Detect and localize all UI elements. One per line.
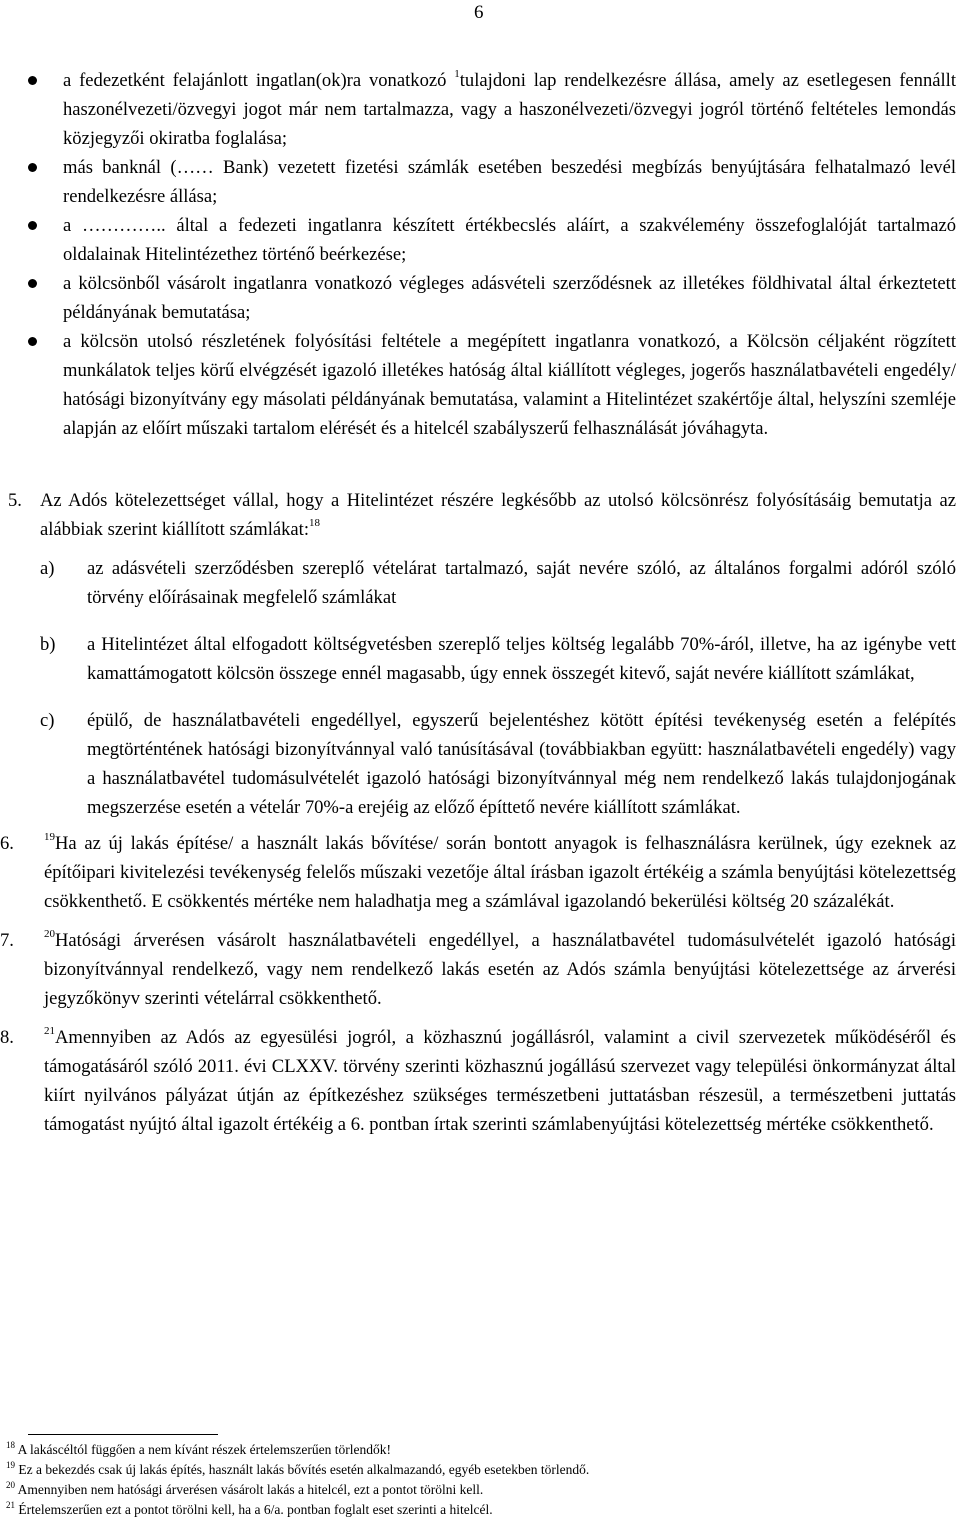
section-number: 8.: [0, 1027, 14, 1048]
superscript: 19: [44, 831, 55, 843]
item-letter: b): [40, 634, 56, 655]
section-text: Hatósági árverésen vásárolt használatbavételi engedéllyel, a használatbavétel tudomásulvételét igazoló hatósági bizonyítvánnyal rendelkező, vagy nem rendelkező lakás esetén az Adós számla benyújtási kötelezettsége az árverési jegyzőkönyv szerinti vételárral csökkenthető.: [44, 930, 956, 1009]
bullet-text: más banknál (…… Bank) vezetett fizetési számlák esetében beszedési megbízás benyújtására felhatalmazó levél rendelkezésre állása;: [63, 157, 956, 207]
section-text: Amennyiben az Adós az egyesülési jogról, a közhasznú jogállásról, valamint a civil szervezetek működéséről és támogatásáról szóló 2011. évi CLXXV. törvény szerinti közhasznú jogállású szervezet vagy települési önkormányzat által kiírt nyilvános pályázat útján az építkezéshez szükséges természetbeni juttatásban részesül, a természetbeni juttatás támogatást nyújtó által igazolt értékéig a 6. pontban írtak szerinti számlabenyújtási kötelezettség mértéke csökkenthető.: [44, 1027, 956, 1135]
footnote-number: 19: [6, 1460, 15, 1470]
item-letter: c): [40, 710, 55, 731]
footnote-divider: [28, 1434, 218, 1435]
bullet-item: [28, 66, 956, 153]
bullet-text: a kölcsönből vásárolt ingatlanra vonatkozó végleges adásvételi szerződésnek az illetékes földhivatal által érkeztetett példányának bemutatása;: [63, 273, 956, 323]
page-number: 6: [474, 2, 484, 23]
section-8: [0, 1023, 956, 1139]
bullet-text: a kölcsön utolsó részletének folyósítási feltétele a megépített ingatlanra vonatkozó, a Kölcsön céljaként rögzített munkálatok teljes körű elvégzését igazoló illetékes hatóság által kiállított végleges, jogerős használatbavételi engedély/ hatósági bizonyítvány egy másolati példányának bemutatása, valamint a Hitelintézet szakértője által, helyszíni szemléje alapján az előírt műszaki tartalom elérését és a hitelcél szabályszerű felhasználását jóváhagyta.: [63, 331, 956, 439]
footnote-text: Ez a bekezdés csak új lakás építés, használt lakás bővítés esetén alkalmazandó, egyéb esetekben törlendő.: [18, 1462, 590, 1477]
footnote-text: Értelemszerűen ezt a pontot törölni kell, ha a 6/a. pontban foglalt eset szerinti a hitelcél.: [18, 1502, 493, 1517]
item-text: a Hitelintézet által elfogadott költségvetésben szereplő teljes költség legalább 70%-áról, illetve, ha az igénybe vett kamattámogatott kölcsön összege ennél magasabb, úgy ennek összegét kitevő, saját nevére kiállított számlákat,: [87, 634, 956, 684]
footnotes: [0, 1440, 950, 1520]
item-text: épülő, de használatbavételi engedéllyel, egyszerű bejelentéshez kötött építési tevékenység esetén a felépítés megtörténtének hatósági bizonyítvánnyal való tanúsításával (továbbiakban együtt: használatbavételi engedély) vagy a használatbavétel tudomásulvételét igazoló hatósági bizonyítvánnyal még nem rendelkező lakás tulajdonjogának megszerzése esetén a vételár 70%-a erejéig az előző építtető nevére kiállított számlákat.: [87, 710, 956, 818]
footnote: [0, 1480, 950, 1500]
superscript: 18: [309, 517, 321, 529]
bullet-text: a fedezetként felajánlott ingatlan(ok)ra vonatkozó: [63, 70, 455, 91]
item-letter: a): [40, 558, 55, 579]
list-item-b: [40, 630, 956, 688]
footnote: [0, 1500, 950, 1520]
bullet-item: [28, 211, 956, 269]
bullet-icon: [28, 221, 37, 230]
item-text: az adásvételi szerződésben szereplő vételárat tartalmazó, saját nevére szóló, az általános forgalmi adóról szóló törvény előírásainak megfelelő számlákat: [87, 558, 956, 608]
list-item-a: [40, 554, 956, 612]
section-5: [8, 486, 956, 822]
section-5-text: Az Adós kötelezettséget vállal, hogy a Hitelintézet részére legkésőbb az utolsó kölcsönrész folyósításáig bemutatja az alábbiak szerint kiállított számlákat:: [40, 490, 956, 540]
bullet-icon: [28, 279, 37, 288]
section-number: 6.: [0, 833, 14, 854]
footnote-number: 18: [6, 1440, 15, 1450]
footnote: [0, 1460, 950, 1480]
superscript: 20: [44, 928, 55, 940]
bullet-item: [28, 269, 956, 327]
bullet-item: [28, 327, 956, 443]
document-body: [0, 66, 956, 1139]
footnote-text: A lakáscéltól függően a nem kívánt részek értelemszerűen törlendők!: [17, 1442, 391, 1457]
footnote: [0, 1440, 950, 1460]
section-7: [0, 926, 956, 1013]
footnote-number: 20: [6, 1480, 15, 1490]
bullet-icon: [28, 163, 37, 172]
section-number: 5.: [8, 490, 22, 511]
section-text: Ha az új lakás építése/ a használt lakás bővítése/ során bontott anyagok is felhasználásra kerülnek, úgy ezeknek az építőipari kivitelezési tevékenység felelős műszaki vezetője által írásban igazolt értékéig a számla benyújtási kötelezettség csökkenthető. E csökkentés mértéke nem haladhatja meg a számlával igazolandó bekerülési költség 20 százalékát.: [44, 833, 956, 912]
section-5-intro: [40, 486, 956, 544]
footnote-text: Amennyiben nem hatósági árverésen vásárolt lakás a hitelcél, ezt a pontot törölni kell.: [17, 1482, 484, 1497]
bullet-icon: [28, 76, 37, 85]
bullet-icon: [28, 337, 37, 346]
superscript: 1: [454, 68, 460, 80]
bullet-text-cont: tulajdoni lap rendelkezésre állása, amely az esetlegesen fennállt haszonélvezeti/özvegyi jogot már nem tartalmazza, vagy a haszonélvezeti/özvegyi jogról történő feltételes lemondás közjegyzői okiratba foglalása;: [63, 70, 956, 149]
bullet-item: [28, 153, 956, 211]
list-item-c: [40, 706, 956, 822]
footnote-number: 21: [6, 1500, 15, 1510]
section-6: [0, 829, 956, 916]
superscript: 21: [44, 1025, 55, 1037]
section-number: 7.: [0, 930, 14, 951]
bullet-text: a ………….. által a fedezeti ingatlanra készített értékbecslés aláírt, a szakvélemény összefoglalóját tartalmazó oldalainak Hitelintézethez történő beérkezése;: [63, 215, 956, 265]
